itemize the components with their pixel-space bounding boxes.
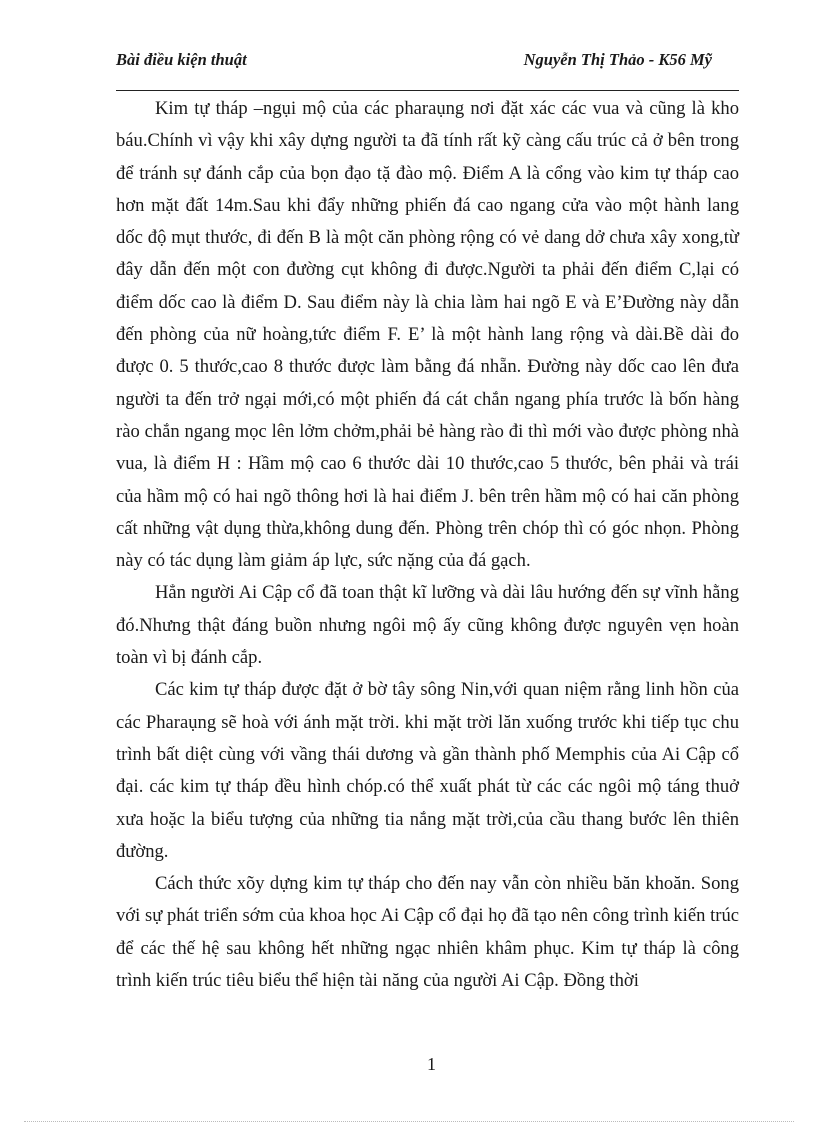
header-left-title: Bài điều kiện thuật [116, 50, 247, 69]
paragraph-1: Kim tự tháp –ngụi mộ của các pharaụng nơi đặt xác các vua và cũng là kho báu.Chính vì vậy khi xây dựng người ta đã tính rất kỹ càng cấu trúc cả ở bên trong để tránh sự đánh cắp của bọn đạo tặ đào mộ. Điểm A là cổng vào kim tự tháp cao hơn mặt đất 14m.Sau khi đẩy những phiến đá cao ngang cửa vào một hành lang dốc độ mụt thước, đi đến B là một căn phòng rộng có vẻ dang dở chưa xây xong,từ đây dẫn đến một con đường cụt không đi được.Người ta phải đến điểm C,lại có điểm dốc cao là điểm D. Sau điểm này là chia làm hai ngõ E và E’Đường này dẫn đến phòng của nữ hoàng,tức điểm F. E’ là một hành lang rộng và dài.Bề dài đo được 0. 5 thước,cao 8 thước được làm bằng đá nhẵn. Đường này dốc cao lên đưa người ta đến trở ngại mới,có một phiến đá cát chắn ngang phía trước là bốn hàng rào chắn ngang mọc lên lởm chởm,phải bẻ hàng rào đi thì mới vào được phòng nhà vua, là điểm H : Hầm mộ cao 6 thước dài 10 thước,cao 5 thước, bên phải và trái của hầm mộ có hai ngõ thông hơi là hai điểm J. bên trên hầm mộ có hai căn phòng cất những vật dụng thừa,không dung đến. Phòng trên chóp thì có góc nhọn. Phòng này có tác dụng làm giảm áp lực, sức nặng của đá gạch. [116, 98, 739, 572]
page-header [116, 50, 712, 90]
header-right-author: Nguyễn Thị Thảo - K56 Mỹ [523, 50, 712, 69]
paragraph-4: Cách thức xõy dựng kim tự tháp cho đến nay vẫn còn nhiều băn khoăn. Song với sự phát triển sớm của khoa học Ai Cập cổ đại họ đã tạo nên công trình kiến trúc để các thế hệ sau không hết những ngạc nhiên khâm phục. Kim tự tháp là công trình kiến trúc tiêu biểu thể hiện tài năng của người Ai Cập. Đồng thời [116, 873, 739, 992]
paragraph-2: Hẳn người Ai Cập cổ đã toan thật kĩ lưỡng và dài lâu hướng đến sự vĩnh hằng đó.Nhưng thật đáng buồn nhưng ngôi mộ ấy cũng không được nguyên vẹn hoàn toàn vì bị đánh cắp. [116, 582, 739, 669]
document-body [116, 93, 739, 997]
page-bottom-edge [24, 1121, 794, 1122]
paragraph-3: Các kim tự tháp được đặt ở bờ tây sông Nin,với quan niệm rằng linh hồn của các Pharaụng sẽ hoà với ánh mặt trời. khi mặt trời lăn xuống trước khi tiếp tục chu trình bất diệt cùng với vầng thái dương và gần thành phố Memphis của Ai Cập cổ đại. các kim tự tháp đều hình chóp.có thể xuất phát từ các các ngôi mộ táng thuở xưa hoặc la biểu tượng của những tia nắng mặt trời,của cầu thang bước lên thiên đường. [116, 679, 739, 862]
page-number: 1 [427, 1054, 436, 1074]
header-divider [116, 90, 739, 91]
